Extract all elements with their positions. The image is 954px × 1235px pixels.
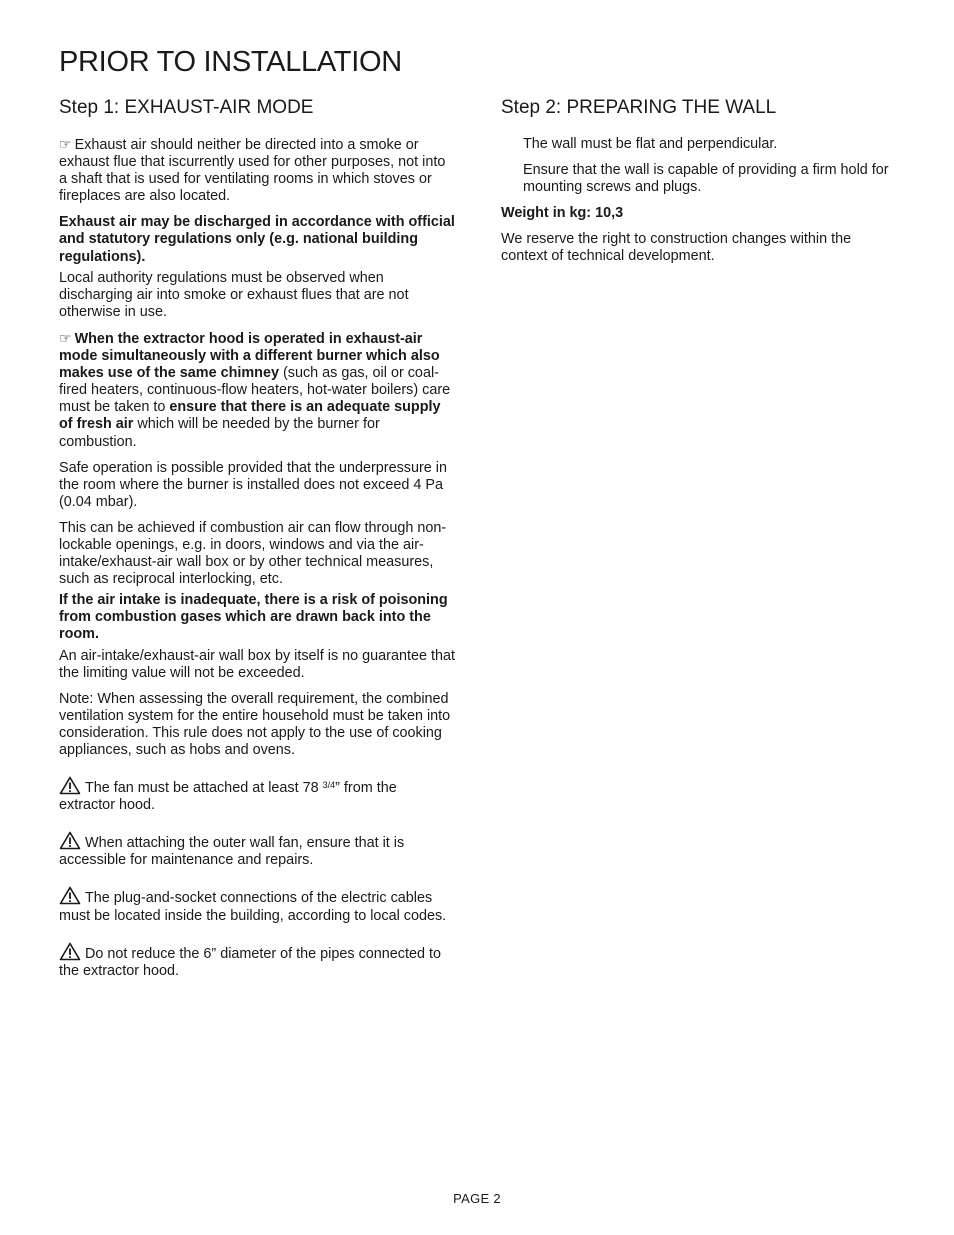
warning-plug-socket: The plug-and-socket connections of the electric cables must be located inside the building, according to local codes.	[59, 886, 455, 924]
wall-box-paragraph: An air-intake/exhaust-air wall box by itself is no guarantee that the limiting value will not be exceeded.	[59, 647, 455, 681]
weight-label: Weight in kg: 10,3	[501, 205, 624, 222]
step-1-heading: Step 1: EXHAUST-AIR MODE	[59, 97, 314, 118]
left-column	[59, 97, 455, 989]
pointing-hand-icon: ☞	[59, 329, 72, 346]
exhaust-flue-paragraph: ☞ Exhaust air should neither be directed into a smoke or exhaust flue that iscurrently used for other purposes, not into a shaft that is used for ventilating rooms in which stoves or fireplaces are also located.	[59, 136, 446, 205]
warning-fan-distance: The fan must be attached at least 78 $^{3/4}$” from the extractor hood.	[59, 776, 455, 814]
warning-pipe-diameter: Do not reduce the 6” diameter of the pipes connected to the extractor hood.	[59, 942, 455, 980]
step-2-heading: Step 2: PREPARING THE WALL	[501, 97, 777, 118]
warning-triangle-icon	[59, 942, 81, 961]
regulations-bold-paragraph: Exhaust air may be discharged in accordance with official and statutory regulations only (e.g. national building regulations).	[59, 214, 455, 265]
page-title: PRIOR TO INSTALLATION	[59, 46, 402, 78]
page-number: PAGE 2	[453, 1191, 501, 1206]
local-authority-paragraph: Local authority regulations must be observed when discharging air into smoke or exhaust flues that are not otherwise in use.	[59, 269, 409, 320]
underpressure-paragraph: Safe operation is possible provided that the underpressure in the room where the burner is installed does not exceed 4 Pa (0.04 mbar).	[59, 459, 447, 510]
warning-triangle-icon	[59, 776, 81, 795]
warning-outer-wall-fan: When attaching the outer wall fan, ensure that it is accessible for maintenance and repairs.	[59, 831, 455, 869]
warning-triangle-icon	[59, 886, 81, 905]
poisoning-risk-paragraph: If the air intake is inadequate, there is a risk of poisoning from combustion gases which are drawn back into the room.	[59, 592, 448, 643]
burner-warning-paragraph: ☞ When the extractor hood is operated in exhaust-air mode simultaneously with a different burner which also makes use of the same chimney (such as gas, oil or coal-fired heaters, continuous-flow heaters, hot-water boilers) care must be taken to ensure that there is an adequate supply of fresh air which will be needed by the burner for combustion.	[59, 329, 451, 450]
wall-flat-paragraph: The wall must be flat and perpendicular.	[523, 136, 778, 152]
combustion-air-paragraph: This can be achieved if combustion air can flow through non-lockable openings, e.g. in doors, windows and via the air-intake/exhaust-air wall box or by other technical measures, such as reciprocal interlocking, etc.	[59, 519, 447, 588]
note-paragraph: Note: When assessing the overall requirement, the combined ventilation system for the entire household must be taken into consideration. This rule does not apply to the use of cooking appliances, such as hobs and ovens.	[59, 690, 451, 758]
construction-changes-paragraph: We reserve the right to construction changes within the context of technical development.	[501, 231, 852, 265]
warning-triangle-icon	[59, 831, 81, 850]
right-column	[501, 97, 893, 275]
pointing-hand-icon: ☞	[59, 136, 72, 152]
wall-firm-hold-paragraph: Ensure that the wall is capable of providing a firm hold for mounting screws and plugs.	[523, 162, 889, 196]
